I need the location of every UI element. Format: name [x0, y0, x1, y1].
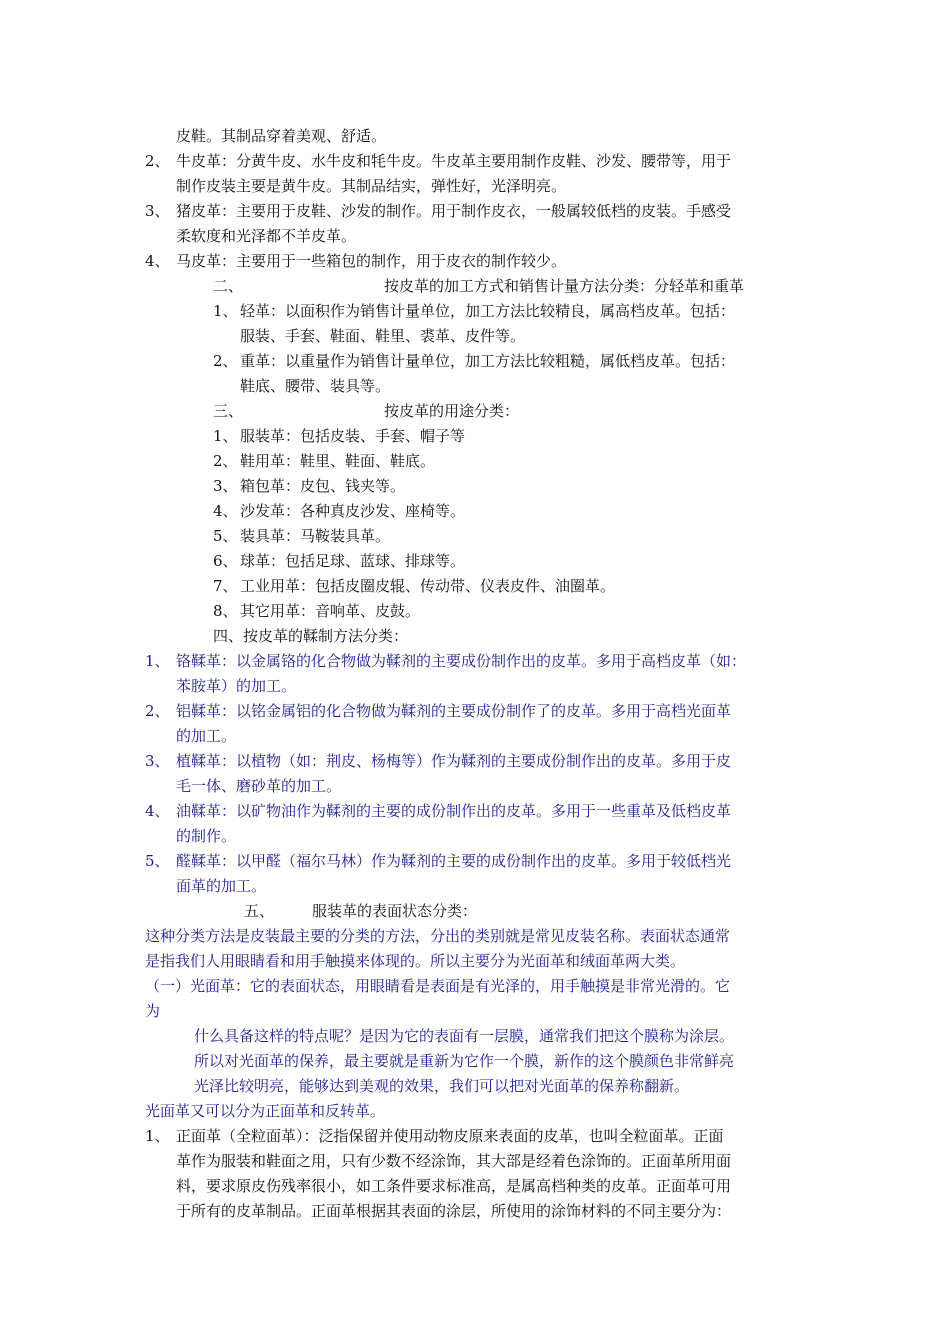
- text-line: 服装革的表面状态分类：: [312, 902, 478, 920]
- text-line: 1、: [145, 652, 170, 670]
- text-line: 所以对光面革的保养，最主要就是重新为它作一个膜，新作的这个膜颜色非常鲜亮: [194, 1052, 735, 1070]
- text-line: 服装、手套、鞋面、鞋里、裘革、皮件等。: [240, 327, 526, 345]
- text-line: 3、: [145, 202, 170, 220]
- text-line: 于所有的皮革制品。正面革根据其表面的涂层，所使用的涂饰材料的不同主要分为：: [176, 1202, 732, 1220]
- text-line: 2、: [213, 452, 238, 470]
- text-line: 装具革：马鞍装具革。: [240, 527, 391, 545]
- text-line: 工业用革：包括皮圈皮辊、传动带、仪表皮件、油圈革。: [240, 577, 616, 595]
- text-line: 猪皮革：主要用于皮鞋、沙发的制作。用于制作皮衣，一般属较低档的皮装。手感受: [176, 202, 732, 220]
- text-line: 二、: [213, 277, 244, 295]
- text-line: 2、: [213, 352, 238, 370]
- text-line: 5、: [213, 527, 238, 545]
- text-line: 苯胺革）的加工。: [176, 677, 297, 695]
- text-line: 铝鞣革：以铭金属铝的化合物做为鞣剂的主要成份制作了的皮革。多用于高档光面革: [176, 702, 732, 720]
- text-line: 8、: [213, 602, 238, 620]
- text-line: 为: [145, 1002, 161, 1020]
- text-line: 是指我们人用眼睛看和用手触摸来体现的。所以主要分为光面革和绒面革两大类。: [145, 952, 686, 970]
- text-line: 其它用革：音响革、皮鼓。: [240, 602, 421, 620]
- text-line: 4、: [145, 252, 170, 270]
- text-line: 1、: [213, 427, 238, 445]
- text-line: 6、: [213, 552, 238, 570]
- text-line: 箱包革：皮包、钱夹等。: [240, 477, 406, 495]
- text-line: 牛皮革：分黄牛皮、水牛皮和牦牛皮。牛皮革主要用制作皮鞋、沙发、腰带等，用于: [176, 152, 732, 170]
- text-line: 按皮革的加工方式和销售计量方法分类：分轻革和重革: [384, 277, 745, 295]
- text-line: 五、: [244, 902, 275, 920]
- text-line: （一）光面革：它的表面状态，用眼睛看是表面是有光泽的，用手触摸是非常光滑的。它: [145, 977, 731, 995]
- text-line: 沙发革：各种真皮沙发、座椅等。: [240, 502, 466, 520]
- text-line: 三、: [213, 402, 244, 420]
- text-line: 3、: [213, 477, 238, 495]
- text-line: 正面革（全粒面革）：泛指保留并使用动物皮原来表面的皮革，也叫全粒面革。正面: [176, 1127, 724, 1145]
- text-line: 按皮革的用途分类：: [384, 402, 520, 420]
- text-line: 7、: [213, 577, 238, 595]
- text-line: 鞋用革：鞋里、鞋面、鞋底。: [240, 452, 436, 470]
- text-line: 4、: [213, 502, 238, 520]
- text-line: 2、: [145, 702, 170, 720]
- text-line: 毛一体、磨砂革的加工。: [176, 777, 342, 795]
- text-line: 球革：包括足球、蓝球、排球等。: [240, 552, 466, 570]
- text-line: 什么具备这样的特点呢？是因为它的表面有一层膜，通常我们把这个膜称为涂层。: [194, 1027, 735, 1045]
- text-line: 这种分类方法是皮装最主要的分类的方法，分出的类别就是常见皮装名称。表面状态通常: [145, 927, 731, 945]
- text-line: 皮鞋。其制品穿着美观、舒适。: [176, 127, 387, 145]
- text-line: 马皮革：主要用于一些箱包的制作，用于皮衣的制作较少。: [176, 252, 567, 270]
- text-line: 光泽比较明亮，能够达到美观的效果，我们可以把对光面革的保养称翻新。: [194, 1077, 690, 1095]
- text-line: 油鞣革：以矿物油作为鞣剂的主要的成份制作出的皮革。多用于一些重革及低档皮革: [176, 802, 732, 820]
- text-line: 革作为服装和鞋面之用，只有少数不经涂饰，其大部是经着色涂饰的。正面革所用面: [176, 1152, 732, 1170]
- text-line: 铬鞣革：以金属铬的化合物做为鞣剂的主要成份制作出的皮革。多用于高档皮革（如：: [176, 652, 747, 670]
- text-line: 料，要求原皮伤残率很小，如工条件要求标准高，是属高档种类的皮革。正面革可用: [176, 1177, 732, 1195]
- text-line: 2、: [145, 152, 170, 170]
- text-line: 4、: [145, 802, 170, 820]
- text-line: 植鞣革：以植物（如：荆皮、杨梅等）作为鞣剂的主要成份制作出的皮革。多用于皮: [176, 752, 732, 770]
- text-line: 1、: [145, 1127, 170, 1145]
- text-line: 鞋底、腰带、装具等。: [240, 377, 391, 395]
- text-line: 3、: [145, 752, 170, 770]
- text-line: 光面革又可以分为正面革和反转革。: [145, 1102, 386, 1120]
- text-line: 轻革：以面积作为销售计量单位，加工方法比较精良，属高档皮革。包括：: [240, 302, 736, 320]
- text-line: 制作皮装主要是黄牛皮。其制品结实，弹性好，光泽明亮。: [176, 177, 567, 195]
- text-line: 重革：以重量作为销售计量单位，加工方法比较粗糙，属低档皮革。包括：: [240, 352, 736, 370]
- text-line: 5、: [145, 852, 170, 870]
- text-line: 面革的加工。: [176, 877, 267, 895]
- text-line: 的制作。: [176, 827, 237, 845]
- text-line: 1、: [213, 302, 238, 320]
- text-line: 柔软度和光泽都不羊皮革。: [176, 227, 357, 245]
- text-line: 醛鞣革：以甲醛（福尔马林）作为鞣剂的主要的成份制作出的皮革。多用于较低档光: [176, 852, 732, 870]
- text-line: 服装革：包括皮装、手套、帽子等: [240, 427, 466, 445]
- text-line: 四、按皮革的鞣制方法分类：: [213, 627, 409, 645]
- text-line: 的加工。: [176, 727, 237, 745]
